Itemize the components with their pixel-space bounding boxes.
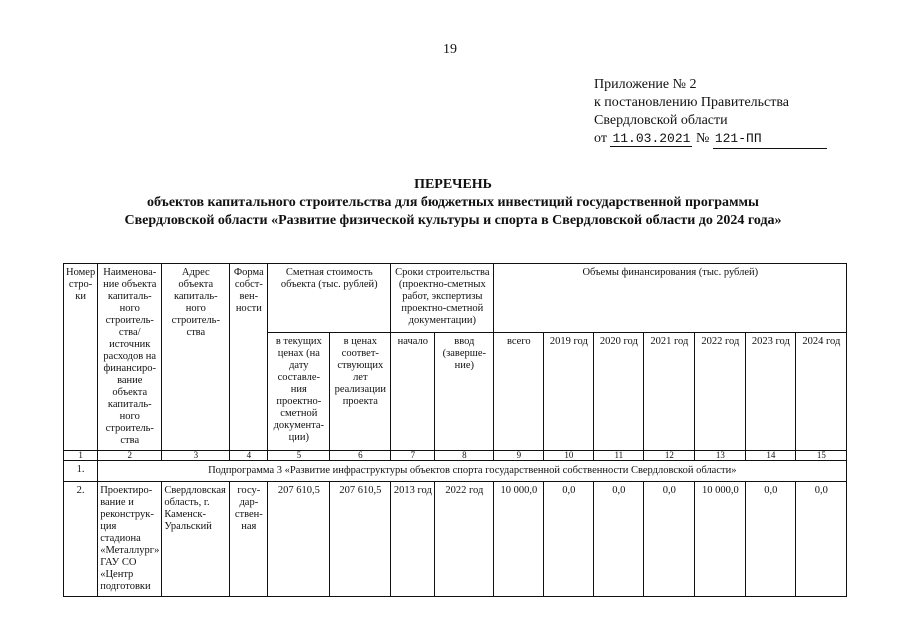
appendix-date-line <box>594 130 827 149</box>
column-number: 12 <box>644 451 695 461</box>
column-number: 8 <box>435 451 494 461</box>
row-current-prices: 207 610,5 <box>268 482 330 597</box>
column-number: 2 <box>98 451 162 461</box>
column-number: 5 <box>268 451 330 461</box>
row-number: 2. <box>64 482 98 597</box>
row-2021: 0,0 <box>644 482 695 597</box>
appendix-line-2: к постановлению Правительства <box>594 95 790 110</box>
header-2019: 2019 год <box>544 332 594 450</box>
header-ownership: Форма собст-вен-ности <box>230 264 268 451</box>
title-line-3: Свердловской области «Развитие физической культуры и спорта в Свердловской области до 2024 года» <box>124 213 782 228</box>
subprogram-row <box>64 461 847 482</box>
header-project-prices: в ценах соответ-ствующих лет реализации проекта <box>330 332 391 450</box>
header-start: начало <box>391 332 435 450</box>
table-row <box>64 482 847 597</box>
header-2022: 2022 год <box>695 332 746 450</box>
header-row-num: Номер стро-ки <box>64 264 98 451</box>
header-2021: 2021 год <box>644 332 695 450</box>
header-object-name: Наименова-ние объекта капиталь-ного строитель-ства/ источник расходов на финансиро-вание объекта капиталь-ного строитель-ства <box>98 264 162 451</box>
column-number: 13 <box>695 451 746 461</box>
header-2020: 2020 год <box>594 332 644 450</box>
number-label: № <box>695 131 710 146</box>
decree-date: 11.03.2021 <box>612 131 691 146</box>
appendix-block <box>594 76 827 149</box>
row-2024: 0,0 <box>796 482 847 597</box>
row-2023: 0,0 <box>746 482 796 597</box>
column-number: 11 <box>594 451 644 461</box>
header-construction-dates: Сроки строительства (проектно-сметных работ, экспертизы проектно-сметной документации) <box>391 264 494 333</box>
column-number: 3 <box>162 451 230 461</box>
title-line-2: объектов капитального строительства для бюджетных инвестиций государственной программы <box>147 195 759 210</box>
header-address: Адрес объекта капиталь-ного строитель-ства <box>162 264 230 451</box>
decree-number: 121-ПП <box>713 130 827 149</box>
objects-table <box>63 263 847 597</box>
row-ownership: госу-дар-ствен-ная <box>230 482 268 597</box>
header-commissioning: ввод (заверше-ние) <box>435 332 494 450</box>
header-2024: 2024 год <box>796 332 847 450</box>
header-2023: 2023 год <box>746 332 796 450</box>
header-current-prices: в текущих ценах (на дату составле-ния проектно-сметной документа-ции) <box>268 332 330 450</box>
column-number: 10 <box>544 451 594 461</box>
column-number: 4 <box>230 451 268 461</box>
column-number: 7 <box>391 451 435 461</box>
subprogram-number: 1. <box>64 461 98 482</box>
appendix-line-3: Свердловской области <box>594 113 728 128</box>
row-2019: 0,0 <box>544 482 594 597</box>
row-2020: 0,0 <box>594 482 644 597</box>
appendix-line-1: Приложение № 2 <box>594 77 697 92</box>
header-financing: Объемы финансирования (тыс. рублей) <box>494 264 847 333</box>
column-number: 1 <box>64 451 98 461</box>
row-2022: 10 000,0 <box>695 482 746 597</box>
header-row-1 <box>64 264 847 333</box>
column-number-row <box>64 451 847 461</box>
column-number: 6 <box>330 451 391 461</box>
column-number: 9 <box>494 451 544 461</box>
document-title <box>40 176 866 230</box>
header-total: всего <box>494 332 544 450</box>
column-number: 14 <box>746 451 796 461</box>
row-project-prices: 207 610,5 <box>330 482 391 597</box>
subprogram-title: Подпрограмма 3 «Развитие инфраструктуры объектов спорта государственной собственности Свердловской области» <box>98 461 847 482</box>
row-object-name: Проектиро-вание и реконструк-ция стадиона «Металлург» ГАУ СО «Центр подготовки <box>98 482 162 597</box>
row-end: 2022 год <box>435 482 494 597</box>
title-line-1: ПЕРЕЧЕНЬ <box>414 177 492 192</box>
column-number: 15 <box>796 451 847 461</box>
from-label: от <box>594 131 607 146</box>
row-address: Свердловская область, г. Каменск-Уральский <box>162 482 230 597</box>
page-number: 19 <box>443 42 457 57</box>
row-total: 10 000,0 <box>494 482 544 597</box>
row-start: 2013 год <box>391 482 435 597</box>
header-estimated-cost: Сметная стоимость объекта (тыс. рублей) <box>268 264 391 333</box>
